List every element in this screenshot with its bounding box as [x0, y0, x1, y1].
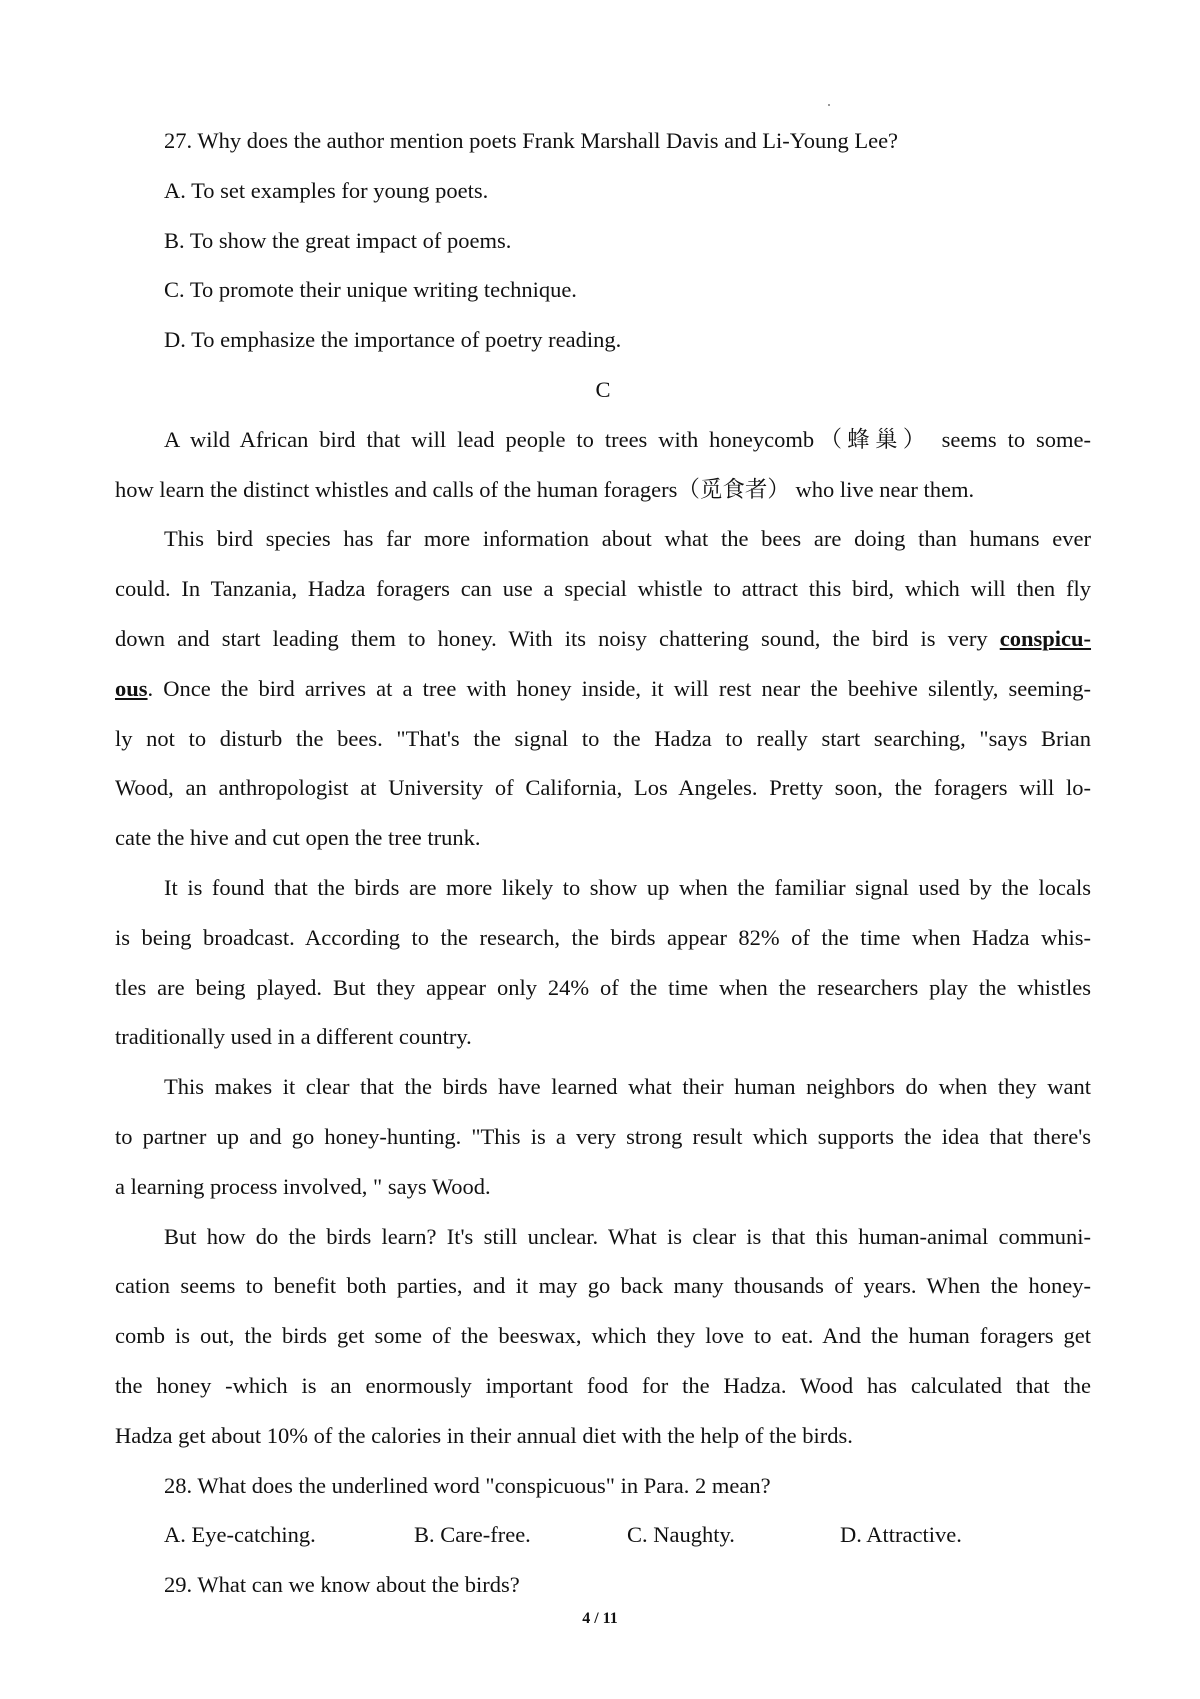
option-b: B. To show the great impact of poems. — [164, 227, 512, 253]
paragraph-3-line: is being broadcast. According to the research, the birds appear 82% of the time when Hadza whis- — [115, 924, 1091, 950]
paragraph-3-line: It is found that the birds are more likely to show up when the familiar signal used by the locals — [164, 874, 1091, 900]
options-row — [115, 1510, 1091, 1560]
option-a: A. To set examples for young poets. — [164, 177, 489, 203]
question-text: 28. What does the underlined word "conspicuous" in Para. 2 mean? — [164, 1472, 771, 1498]
paragraph-5-line: the honey -which is an enormously important food for the Hadza. Wood has calculated that the — [115, 1372, 1091, 1398]
paragraph-2-line: cate the hive and cut open the tree trunk. — [115, 825, 481, 851]
underlined-word: ous — [115, 675, 148, 701]
underlined-word: conspicu- — [999, 625, 1092, 651]
option-c: C. Naughty. — [627, 1522, 735, 1548]
scan-speck — [828, 104, 830, 106]
question-text: 27. Why does the author mention poets Frank Marshall Davis and Li-Young Lee? — [164, 128, 899, 153]
option-c: C. To promote their unique writing technique. — [164, 277, 577, 303]
paragraph-1-line: how learn the distinct whistles and calls of the human foragers（觅食者） who live near them. — [115, 476, 975, 502]
paragraph-4-line: to partner up and go honey-hunting. "This is a very strong result which supports the idea that there's — [115, 1123, 1091, 1149]
line-text: . Once the bird arrives at a tree with honey inside, it will rest near the beehive silently, seeming- — [147, 675, 1091, 701]
paragraph-3-line: tles are being played. But they appear only 24% of the time when the researchers play the whistles — [115, 974, 1091, 1000]
option-a: A. Eye-catching. — [164, 1522, 316, 1548]
paragraph-2-line: This bird species has far more information about what the bees are doing than humans ever — [164, 526, 1091, 552]
paragraph-2-line: ly not to disturb the bees. "That's the signal to the Hadza to really start searching, "says Brian — [115, 725, 1091, 751]
paragraph-2-line — [115, 664, 1091, 714]
paragraph-1-line: A wild African bird that will lead people to trees with honeycomb（蜂巢） seems to some- — [164, 426, 1091, 452]
paragraph-5-line: comb is out, the birds get some of the beeswax, which they love to eat. And the human foragers get — [115, 1323, 1091, 1349]
page-content — [115, 116, 1091, 1610]
paragraph-2-line: could. In Tanzania, Hadza foragers can use a special whistle to attract this bird, which will then fly — [115, 576, 1091, 602]
question-29 — [115, 1560, 1091, 1610]
paragraph-3-line: traditionally used in a different country. — [115, 1024, 472, 1050]
paragraph-5-line: But how do the birds learn? It's still unclear. What is clear is that this human-animal communi- — [164, 1223, 1091, 1249]
passage — [115, 415, 1091, 1461]
paragraph-5-line: cation seems to benefit both parties, and it may go back many thousands of years. When the honey- — [115, 1273, 1091, 1299]
page-number: 4 / 11 — [582, 1610, 618, 1627]
paragraph-4-line: This makes it clear that the birds have learned what their human neighbors do when they want — [164, 1074, 1091, 1100]
question-text: 29. What can we know about the birds? — [164, 1572, 520, 1598]
option-b: B. Care-free. — [414, 1522, 531, 1548]
question-27 — [115, 116, 1091, 365]
option-d: D. Attractive. — [840, 1522, 962, 1548]
question-28 — [115, 1461, 1091, 1561]
line-text: down and start leading them to honey. With its noisy chattering sound, the bird is very — [115, 625, 988, 651]
paragraph-5-line: Hadza get about 10% of the calories in their annual diet with the help of the birds. — [115, 1422, 853, 1448]
paragraph-2-line — [115, 614, 1091, 664]
paragraph-4-line: a learning process involved, " says Wood. — [115, 1173, 491, 1199]
section-heading: C — [595, 376, 611, 402]
option-d: D. To emphasize the importance of poetry reading. — [164, 327, 622, 353]
paragraph-2-line: Wood, an anthropologist at University of California, Los Angeles. Pretty soon, the foragers will lo- — [115, 775, 1091, 801]
